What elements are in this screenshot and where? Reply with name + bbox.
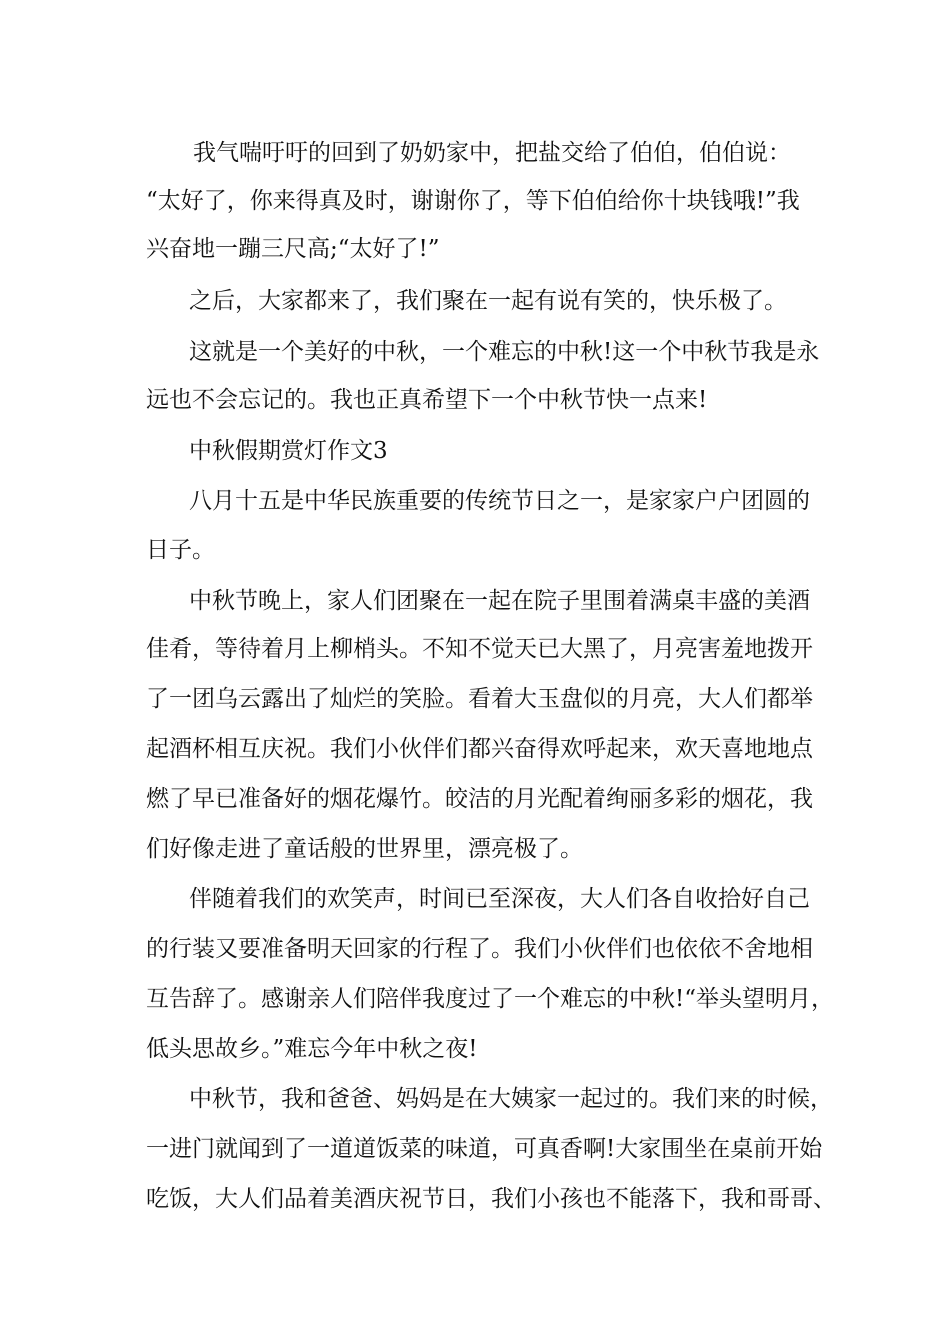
text-line-20: 中秋节，我和爸爸、妈妈是在大姨家一起过的。我们来的时候， (189, 1086, 833, 1112)
text-line-13: 起酒杯相互庆祝。我们小伙伴们都兴奋得欢呼起来，欢天喜地地点 (146, 736, 813, 762)
text-line-8: 八月十五是中华民族重要的传统节日之一，是家家户户团圆的 (189, 488, 810, 514)
section-heading: 中秋假期赏灯作文3 (189, 438, 388, 464)
text-line-18: 互告辞了。感谢亲人们陪伴我度过了一个难忘的中秋!“举头望明月， (146, 986, 835, 1012)
text-line-9: 日子。 (146, 537, 215, 563)
text-line-17: 的行装又要准备明天回家的行程了。我们小伙伴们也依依不舍地相 (146, 936, 813, 962)
text-line-19: 低头思故乡。”难忘今年中秋之夜! (146, 1036, 478, 1062)
text-line-15: 们好像走进了童话般的世界里，漂亮极了。 (146, 836, 583, 862)
text-line-14: 燃了早已准备好的烟花爆竹。皎洁的月光配着绚丽多彩的烟花，我 (146, 786, 813, 812)
text-line-11: 佳肴，等待着月上柳梢头。不知不觉天已大黑了，月亮害羞地拨开 (146, 636, 813, 662)
text-line-3: 兴奋地一蹦三尺高;“太好了!” (146, 236, 440, 262)
text-line-5: 这就是一个美好的中秋，一个难忘的中秋!这一个中秋节我是永 (189, 339, 820, 365)
text-line-12: 了一团乌云露出了灿烂的笑脸。看着大玉盘似的月亮，大人们都举 (146, 686, 813, 712)
text-line-2: “太好了，你来得真及时，谢谢你了，等下伯伯给你十块钱哦!”我 (146, 188, 800, 214)
text-line-16: 伴随着我们的欢笑声，时间已至深夜，大人们各自收拾好自己 (189, 886, 810, 912)
text-line-10: 中秋节晚上，家人们团聚在一起在院子里围着满桌丰盛的美酒 (189, 588, 810, 614)
text-line-4: 之后，大家都来了，我们聚在一起有说有笑的，快乐极了。 (189, 288, 787, 314)
text-line-22: 吃饭，大人们品着美酒庆祝节日，我们小孩也不能落下，我和哥哥、 (146, 1186, 836, 1212)
text-line-21: 一进门就闻到了一道道饭菜的味道，可真香啊!大家围坐在桌前开始 (146, 1136, 823, 1162)
text-line-6: 远也不会忘记的。我也正真希望下一个中秋节快一点来! (146, 387, 708, 413)
text-line-1: 我气喘吁吁的回到了奶奶家中，把盐交给了伯伯，伯伯说： (193, 140, 791, 166)
